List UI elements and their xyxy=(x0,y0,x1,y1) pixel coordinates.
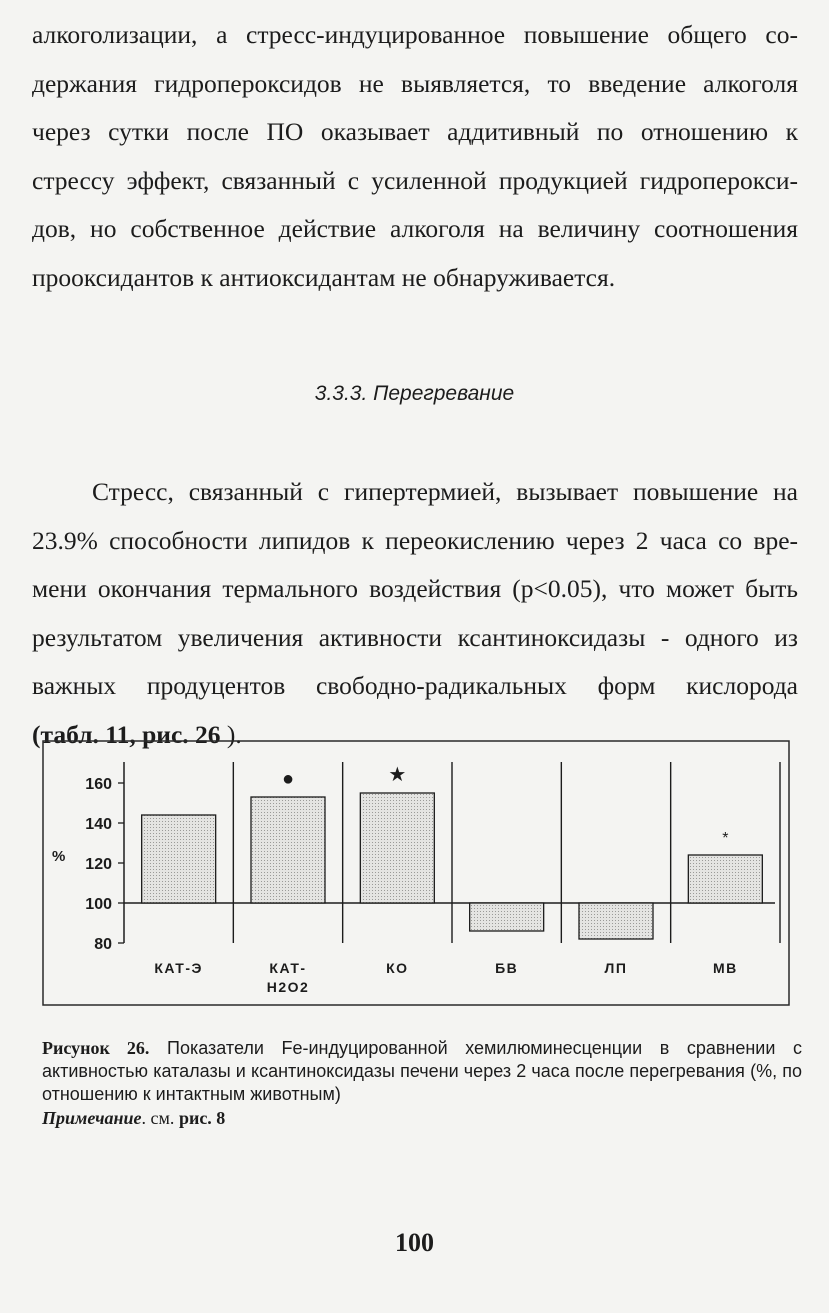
note-text: . см. xyxy=(141,1108,179,1128)
text-line: важных продуцентов свободно-радикальных форм кислорода xyxy=(32,671,798,701)
bar xyxy=(251,797,325,903)
section-heading: 3.3.3. Перегревание xyxy=(314,382,515,405)
text-line: Стресс, связанный с гипертермией, вызывает повышение на xyxy=(92,477,798,506)
text-line: через сутки после ПО оказывает аддитивный по отношению к xyxy=(32,117,798,147)
x-tick-label: КАТ- xyxy=(269,960,307,976)
caption-text: Показатели Fe-индуцированной хемилюминесценции в сравнении с активностью каталазы и ксантиноксидазы печени через 2 часа после перегревания (%, по отношению к интактным животным) xyxy=(42,1038,802,1104)
text-line: алкоголизации, а стресс-индуцированное повышение общего со- xyxy=(32,20,798,49)
x-tick-label: КО xyxy=(386,960,409,976)
significance-marker: * xyxy=(722,830,729,847)
bar-chart xyxy=(42,740,790,1006)
significance-marker: ★ xyxy=(388,764,407,786)
significance-marker: ● xyxy=(281,768,295,790)
x-tick-label: МВ xyxy=(712,960,738,976)
text-line: результатом увеличения активности ксантиноксидазы - одного из xyxy=(32,622,798,652)
text-line: мени окончания термального воздействия (p<0.05), что может быть xyxy=(32,574,798,604)
text-line: прооксидантов к антиоксидантам не обнаруживается. xyxy=(32,262,616,292)
y-axis-label: % xyxy=(52,848,66,865)
note-label: Примечание xyxy=(42,1108,142,1128)
figure-reference: (табл. 11, рис. 26 xyxy=(32,719,221,749)
caption-label: Рисунок 26. xyxy=(42,1038,150,1058)
text-line: дов, но собственное действие алкоголя на величину соотношения xyxy=(32,214,798,244)
y-tick-label: 120 xyxy=(85,856,112,873)
bar xyxy=(470,903,544,931)
x-tick-label: Н2О2 xyxy=(266,979,310,995)
bar xyxy=(688,855,762,903)
text-line: держания гидропероксидов не выявляется, то введение алкоголя xyxy=(32,68,798,98)
bar xyxy=(360,793,434,903)
figure-caption xyxy=(42,1037,802,1106)
x-tick-label: КАТ-Э xyxy=(154,960,203,976)
x-tick-label: ЛП xyxy=(604,960,628,976)
page-number: 100 xyxy=(395,1228,434,1257)
text-line: стрессу эффект, связанный с усиленной продукцией гидроперокси- xyxy=(32,165,798,195)
text-fragment: ). xyxy=(220,719,242,749)
figure-note xyxy=(42,1108,225,1129)
note-reference: рис. 8 xyxy=(178,1108,226,1128)
y-tick-label: 140 xyxy=(85,816,112,833)
bar xyxy=(579,903,653,939)
x-tick-label: БВ xyxy=(495,960,519,976)
y-tick-label: 80 xyxy=(94,936,112,953)
y-tick-label: 100 xyxy=(85,896,112,913)
y-tick-label: 160 xyxy=(85,776,112,793)
text-line: 23.9% способности липидов к переокислению через 2 часа со вре- xyxy=(32,525,798,555)
bar xyxy=(142,815,216,903)
paragraph-1 xyxy=(32,11,798,303)
paragraph-2 xyxy=(32,468,798,760)
